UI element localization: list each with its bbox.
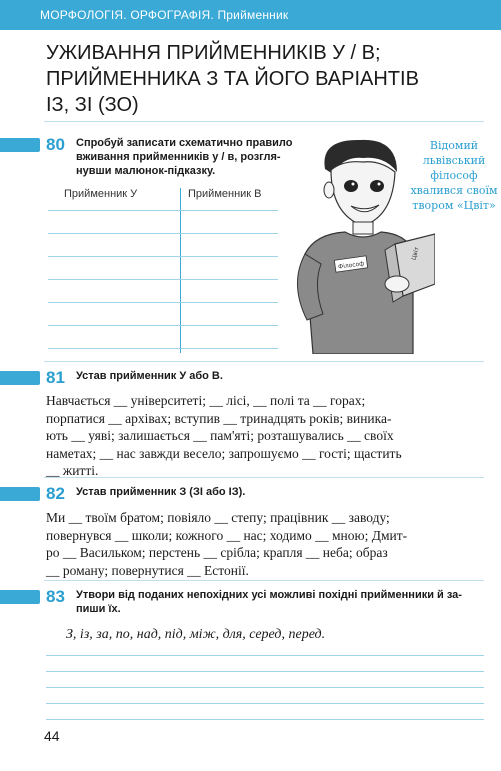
- exercise-83-word-list: З, із, за, по, над, під, між, для, серед, перед.: [66, 627, 326, 642]
- exercise-82-line: Ми __ твоїм братом; повіяло __ степу; працівник __ заводу;: [46, 510, 390, 525]
- exercise-82-line: ро __ Васильком; перстень __ срібла; крапля __ неба; образ: [46, 545, 388, 560]
- table-line: [48, 325, 278, 326]
- exercise-80-marker: [0, 138, 40, 152]
- table-line: [48, 302, 278, 303]
- table-header-u: Прийменник У: [64, 188, 138, 200]
- badge-label: Філософ: [337, 260, 365, 271]
- exercise-83-task-line-1: Утвори від поданих непохідних усі можливі похідні прийменники й за-: [76, 589, 462, 601]
- exercise-80-table: [48, 188, 278, 353]
- writing-line[interactable]: [46, 687, 484, 688]
- exercise-81-line: наметах; __ нас завжди весело; запрошуємо __ гості; щастить: [46, 445, 402, 461]
- exercise-82-number: 82: [46, 484, 65, 503]
- table-header-v: Прийменник В: [188, 188, 262, 200]
- book-title: Цвіт: [410, 246, 421, 261]
- writing-line[interactable]: [46, 655, 484, 656]
- exercise-83-number: 83: [46, 587, 65, 606]
- speech-line-2: львівський: [422, 154, 486, 167]
- header-breadcrumb: [40, 8, 288, 22]
- speech-line-3: філософ: [430, 169, 478, 182]
- page-number: 44: [44, 728, 60, 744]
- table-line: [48, 233, 278, 234]
- table-line: [48, 279, 278, 280]
- title-line-2: ПРИЙМЕННИКА З ТА ЙОГО ВАРІАНТІВ: [46, 68, 419, 90]
- exercise-81-line: Навчається __ університеті; __ лісі, __ полі та __ горах;: [46, 393, 366, 408]
- writing-line[interactable]: [46, 719, 484, 720]
- exercise-80-task-line-3: нувши малюнок-підказку.: [76, 165, 216, 177]
- exercise-80-task-line-2: вживання прийменників у / в, розгля-: [76, 151, 281, 163]
- exercise-82-text: [46, 509, 486, 579]
- exercise-83-task-line-2: пиши їх.: [76, 603, 121, 615]
- title-line-3: ІЗ, ЗІ (ЗО): [46, 94, 139, 116]
- header-section: Прийменник: [217, 8, 289, 22]
- exercise-82-line: повернувся __ школи; кожного __ нас; ходимо __ мною; Дмит-: [46, 527, 408, 543]
- header-orthography: ОРФОГРАФІЯ.: [130, 8, 214, 22]
- speech-line-4: хвалився своїм: [410, 184, 498, 197]
- exercise-80-task-line-1: Спробуй записати схематично правило: [76, 137, 293, 149]
- exercise-81-line: __ житті.: [46, 463, 99, 478]
- exercise-81-line: ють __ уяві; залишається __ пам'яті; розташувались __ своїх: [46, 428, 394, 443]
- exercise-82-marker: [0, 487, 40, 501]
- exercise-80-number: 80: [46, 135, 65, 154]
- exercise-81-marker: [0, 371, 40, 385]
- speech-line-5: твором «Цвіт»: [412, 199, 496, 212]
- exercise-83-task: [76, 588, 486, 616]
- header-morphology: МОРФОЛОГІЯ.: [40, 8, 127, 22]
- title-divider: [44, 121, 484, 122]
- table-line: [48, 348, 278, 349]
- writing-line[interactable]: [46, 703, 484, 704]
- exercise-81-text: [46, 392, 486, 480]
- exercise-82-line: __ роману; повернутися __ Естонії.: [46, 562, 249, 578]
- exercise-81-number: 81: [46, 368, 65, 387]
- exercise-82-divider: [44, 580, 484, 581]
- exercise-80-divider: [44, 361, 484, 362]
- exercise-81-line: порпатися __ архівах; вступив __ тринадцять років; виника-: [46, 410, 392, 426]
- table-line: [48, 210, 278, 211]
- speech-bubble-text: [410, 138, 498, 213]
- exercise-83-marker: [0, 590, 40, 604]
- table-vertical-divider: [180, 188, 181, 353]
- exercise-82-task: Устав прийменник З (ЗІ або ІЗ).: [76, 486, 246, 498]
- exercise-81-divider: [44, 477, 484, 478]
- table-line: [48, 256, 278, 257]
- exercise-81-task: Устав прийменник У або В.: [76, 370, 223, 382]
- exercise-80-task: [76, 136, 306, 178]
- speech-line-1: Відомий: [429, 139, 479, 152]
- writing-line[interactable]: [46, 671, 484, 672]
- page-title: [46, 40, 486, 118]
- title-line-1: УЖИВАННЯ ПРИЙМЕННИКІВ У / В;: [46, 42, 381, 64]
